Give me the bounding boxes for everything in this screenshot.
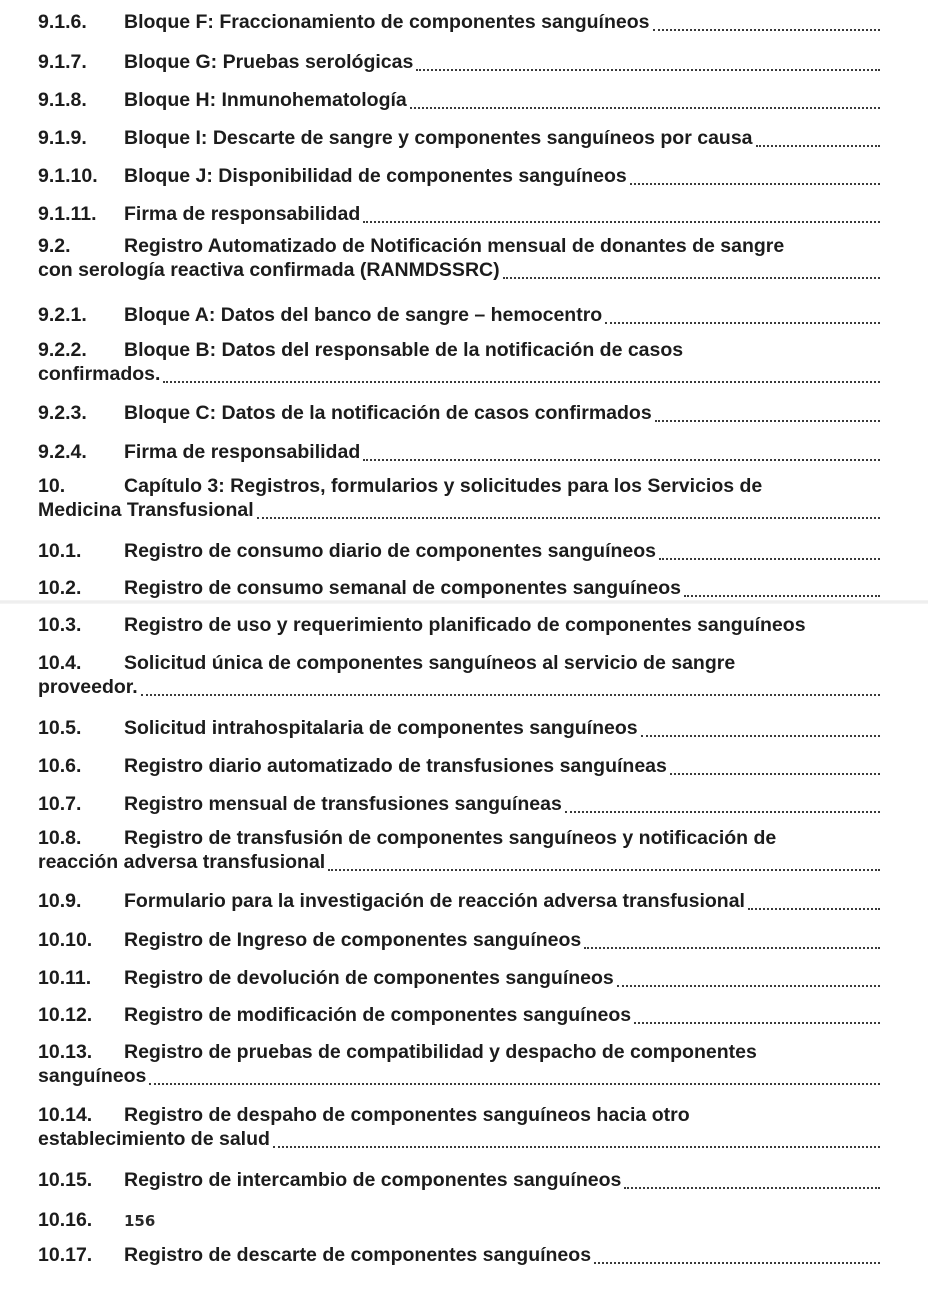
toc-entry-title: sanguíneos [38, 1065, 147, 1087]
toc-entry-title: Bloque J: Disponibilidad de componentes sanguíneos [124, 165, 627, 187]
dot-leader [584, 947, 880, 949]
dot-leader [756, 145, 880, 147]
toc-entry-number: 9.2.3. [38, 402, 87, 424]
toc-entry[interactable] [38, 1208, 880, 1233]
toc-entry-title: proveedor. [38, 676, 138, 698]
toc-entry-title: Registro de modificación de componentes sanguíneos [124, 1004, 632, 1026]
toc-entry-number: 9.1.11. [38, 203, 97, 225]
toc-entry-number: 10. [38, 475, 66, 497]
dot-leader [659, 558, 880, 560]
toc-entry[interactable] [38, 401, 880, 425]
toc-entry-number: 10.13. [38, 1041, 93, 1063]
toc-entry-title: Bloque H: Inmunohematología [124, 89, 407, 111]
toc-entry[interactable] [38, 234, 880, 282]
toc-entry-title: Registro Automatizado de Notificación mensual de donantes de sangre [124, 235, 785, 257]
toc-entry[interactable] [38, 754, 880, 778]
toc-entry-number: 10.3. [38, 614, 82, 636]
toc-entry-page-number: 156 [124, 1212, 156, 1230]
toc-entry-title: confirmados. [38, 363, 161, 385]
toc-entry-title: Bloque A: Datos del banco de sangre – hemocentro [124, 304, 603, 326]
dot-leader [670, 773, 880, 775]
toc-entry-number: 10.4. [38, 652, 82, 674]
toc-entry[interactable] [38, 889, 880, 913]
toc-entry-title: Bloque B: Datos del responsable de la notificación de casos [124, 339, 684, 361]
dot-leader [653, 29, 881, 31]
toc-entry-number: 9.2.2. [38, 339, 87, 361]
toc-entry[interactable] [38, 1003, 880, 1027]
toc-entry-number: 10.12. [38, 1004, 93, 1026]
dot-leader [605, 322, 880, 324]
toc-entry[interactable] [38, 1168, 880, 1192]
toc-entry[interactable] [38, 474, 880, 522]
toc-entry[interactable] [38, 651, 880, 699]
toc-entry-title: Registro de pruebas de compatibilidad y despacho de componentes [124, 1041, 757, 1063]
toc-entry-title: Registro diario automatizado de transfusiones sanguíneas [124, 755, 667, 777]
toc-entry-number: 10.8. [38, 827, 82, 849]
toc-entry-number: 10.1. [38, 540, 82, 562]
dot-leader [149, 1083, 880, 1085]
toc-entry-title: Registro de intercambio de componentes sanguíneos [124, 1169, 622, 1191]
toc-entry-number: 10.7. [38, 793, 82, 815]
toc-entry-title: Registro de consumo semanal de componentes sanguíneos [124, 577, 681, 599]
toc-entry-title: Bloque G: Pruebas serológicas [124, 51, 414, 73]
toc-entry-title: Bloque I: Descarte de sangre y componentes sanguíneos por causa [124, 127, 753, 149]
toc-entry-number: 10.5. [38, 717, 82, 739]
toc-entry-number: 10.9. [38, 890, 82, 912]
toc-entry-number: 9.2. [38, 235, 71, 257]
toc-entry[interactable] [38, 792, 880, 816]
toc-entry[interactable] [38, 826, 880, 874]
toc-entry-title: Registro de consumo diario de componentes sanguíneos [124, 540, 657, 562]
toc-entry-title: Registro de despaho de componentes sanguíneos hacia otro [124, 1104, 690, 1126]
toc-entry-number: 9.1.7. [38, 51, 87, 73]
dot-leader [503, 277, 880, 279]
toc-entry-number: 9.1.8. [38, 89, 87, 111]
toc-entry[interactable] [38, 613, 880, 637]
toc-entry-number: 10.11. [38, 967, 92, 989]
toc-entry[interactable] [38, 1103, 880, 1151]
toc-entry-number: 10.6. [38, 755, 82, 777]
dot-leader [273, 1146, 880, 1148]
toc-entry[interactable] [38, 164, 880, 188]
toc-entry[interactable] [38, 126, 880, 150]
toc-entry[interactable] [38, 576, 880, 600]
dot-leader [328, 869, 880, 871]
dot-leader [141, 694, 880, 696]
toc-entry[interactable] [38, 88, 880, 112]
dot-leader [634, 1022, 880, 1024]
dot-leader [163, 381, 880, 383]
toc-entry[interactable] [38, 50, 880, 74]
toc-entry[interactable] [38, 966, 880, 990]
toc-entry-title: Solicitud única de componentes sanguíneos al servicio de sangre [124, 652, 736, 674]
toc-entry[interactable] [38, 338, 880, 386]
toc-entry[interactable] [38, 1040, 880, 1088]
toc-entry-title: Firma de responsabilidad [124, 203, 361, 225]
dot-leader [594, 1262, 880, 1264]
toc-entry-number: 9.2.1. [38, 304, 87, 326]
dot-leader [641, 735, 880, 737]
toc-entry-title: Registro mensual de transfusiones sanguíneas [124, 793, 562, 815]
toc-entry-number: 10.15. [38, 1169, 93, 1191]
toc-entry-title: Formulario para la investigación de reacción adversa transfusional [124, 890, 745, 912]
toc-entry[interactable] [38, 440, 880, 464]
dot-leader [410, 107, 880, 109]
toc-entry-title: reacción adversa transfusional [38, 851, 326, 873]
toc-entry[interactable] [38, 202, 880, 226]
toc-entry-title: Solicitud intrahospitalaria de componentes sanguíneos [124, 717, 638, 739]
toc-entry-title: Registro de devolución de componentes sanguíneos [124, 967, 614, 989]
toc-entry-number: 9.1.6. [38, 11, 87, 33]
dot-leader [363, 459, 880, 461]
toc-entry-number: 10.10. [38, 929, 93, 951]
toc-entry-number: 10.14. [38, 1104, 93, 1126]
dot-leader [684, 595, 880, 597]
toc-entry[interactable] [38, 539, 880, 563]
dot-leader [630, 183, 880, 185]
toc-entry-number: 9.1.9. [38, 127, 87, 149]
toc-entry-title: Capítulo 3: Registros, formularios y solicitudes para los Servicios de [124, 475, 763, 497]
toc-entry-title: Bloque C: Datos de la notificación de casos confirmados [124, 402, 652, 424]
toc-entry-title: Registro de descarte de componentes sanguíneos [124, 1244, 592, 1266]
toc-entry[interactable] [38, 716, 880, 740]
toc-entry-number: 9.1.10. [38, 165, 98, 187]
toc-entry-number: 9.2.4. [38, 441, 87, 463]
dot-leader [257, 517, 880, 519]
dot-leader [617, 985, 880, 987]
toc-entry-title: Registro de transfusión de componentes sanguíneos y notificación de [124, 827, 777, 849]
dot-leader [655, 420, 880, 422]
dot-leader [624, 1187, 880, 1189]
toc-entry-title: establecimiento de salud [38, 1128, 270, 1150]
toc-entry-title: Medicina Transfusional [38, 499, 254, 521]
toc-entry-title: Firma de responsabilidad [124, 441, 361, 463]
toc-entry[interactable] [38, 303, 880, 327]
toc-entry-title: Registro de Ingreso de componentes sanguíneos [124, 929, 582, 951]
scan-artifact-line [0, 600, 928, 604]
toc-entry[interactable] [38, 928, 880, 952]
dot-leader [416, 69, 880, 71]
toc-entry-number: 10.2. [38, 577, 82, 599]
toc-entry-number: 10.17. [38, 1244, 93, 1266]
dot-leader [748, 908, 880, 910]
toc-entry-title: Registro de uso y requerimiento planificado de componentes sanguíneos [124, 614, 806, 636]
toc-entry-number: 10.16. [38, 1209, 93, 1231]
toc-entry[interactable] [38, 1243, 880, 1267]
dot-leader [363, 221, 880, 223]
toc-entry-title: con serología reactiva confirmada (RANMDSSRC) [38, 259, 500, 281]
dot-leader [565, 811, 880, 813]
toc-entry[interactable] [38, 10, 880, 34]
toc-entry-title: Bloque F: Fraccionamiento de componentes sanguíneos [124, 11, 650, 33]
